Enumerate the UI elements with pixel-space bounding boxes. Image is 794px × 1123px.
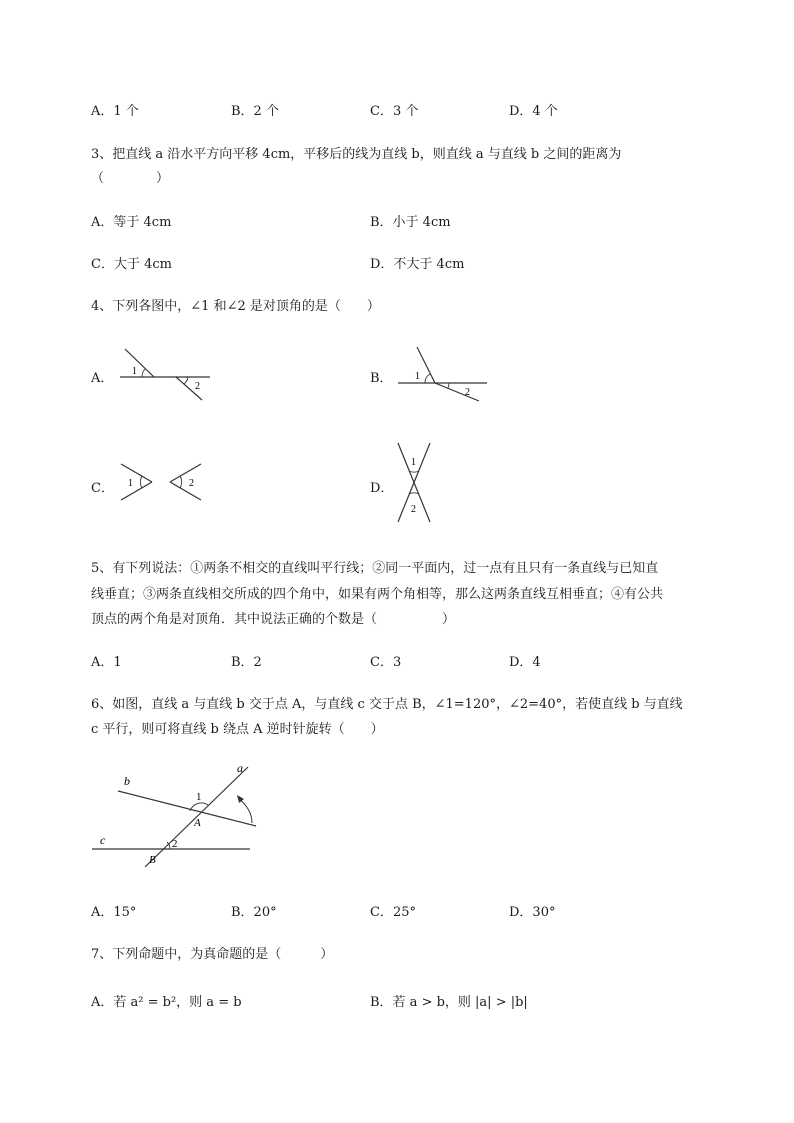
q3-option-a: A．等于 4cm — [91, 215, 172, 230]
q6-option-a: A．15° — [91, 905, 137, 920]
q4d-angle1-label: 1 — [411, 457, 416, 468]
q6-figure — [90, 755, 262, 870]
q6-point-b-label: B — [149, 854, 156, 866]
q5-line-3: 顶点的两个角是对顶角．其中说法正确的个数是（ ） — [91, 612, 456, 627]
q3-answer-paren: （ ） — [91, 171, 170, 186]
q3-option-c: C．大于 4cm — [91, 257, 172, 272]
q6-line-b-label: b — [124, 774, 130, 788]
q4-stem: 4、下列各图中，∠1 和∠2 是对顶角的是（ ） — [91, 299, 380, 314]
q5-line-1: 5、有下列说法：①两条不相交的直线叫平行线；②同一平面内，过一点有且只有一条直线与已知直 — [91, 561, 659, 576]
q6-line-a-label: a — [237, 761, 243, 775]
q6-line-1: 6、如图，直线 a 与直线 b 交于点 A，与直线 c 交于点 B，∠1=120°，∠2=40°，若使直线 b 与直线 — [91, 697, 683, 712]
q2-option-a: A．1 个 — [91, 104, 139, 119]
q6-option-d: D．30° — [509, 905, 556, 920]
q6-option-b: B．20° — [231, 905, 277, 920]
q6-line-2: c 平行，则可将直线 b 绕点 A 逆时针旋转（ ） — [91, 722, 384, 737]
q2-option-b: B．2 个 — [231, 104, 279, 119]
q2-option-c: C．3 个 — [370, 104, 419, 119]
q2-option-d: D．4 个 — [509, 104, 558, 119]
q4-figure-d — [393, 440, 437, 524]
q6-angle1-label: 1 — [196, 791, 202, 803]
q4c-angle1-label: 1 — [128, 478, 133, 489]
q6-line-c-label: c — [100, 833, 106, 847]
q4-figure-a — [112, 343, 216, 403]
q4d-angle2-label: 2 — [411, 504, 416, 515]
q5-option-a: A．1 — [91, 655, 122, 670]
q6-point-a-label: A — [194, 817, 201, 829]
q4-label-c: C． — [91, 481, 114, 496]
q4-label-b: B． — [370, 371, 393, 386]
q4a-angle2-label: 2 — [195, 381, 200, 392]
q4-label-a: A． — [91, 371, 114, 386]
q3-stem: 3、把直线 a 沿水平方向平移 4cm，平移后的线为直线 b，则直线 a 与直线 b 之间的距离为 — [91, 147, 622, 162]
q3-option-d: D．不大于 4cm — [370, 257, 465, 272]
q5-option-d: D．4 — [509, 655, 541, 670]
q5-line-2: 线垂直；③两条直线相交所成的四个角中，如果有两个角相等，那么这两条直线互相垂直；④有公共 — [91, 587, 664, 602]
q4b-angle2-label: 2 — [465, 387, 470, 398]
q4-figure-b — [393, 343, 493, 405]
q3-option-b: B．小于 4cm — [370, 215, 451, 230]
q4c-angle2-label: 2 — [189, 478, 194, 489]
q7-option-a: A．若 a² = b²，则 a = b — [91, 995, 242, 1010]
q7-option-b: B．若 a > b，则 |a| > |b| — [370, 995, 528, 1010]
q4-label-d: D． — [370, 481, 394, 496]
q6-angle2-label: 2 — [172, 838, 178, 850]
q4a-angle1-label: 1 — [132, 366, 137, 377]
q5-option-c: C．3 — [370, 655, 402, 670]
q4-figure-c — [115, 460, 207, 504]
q6-option-c: C．25° — [370, 905, 416, 920]
q4b-angle1-label: 1 — [415, 371, 420, 382]
q7-stem: 7、下列命题中，为真命题的是（ ） — [91, 947, 334, 962]
q5-option-b: B．2 — [231, 655, 262, 670]
